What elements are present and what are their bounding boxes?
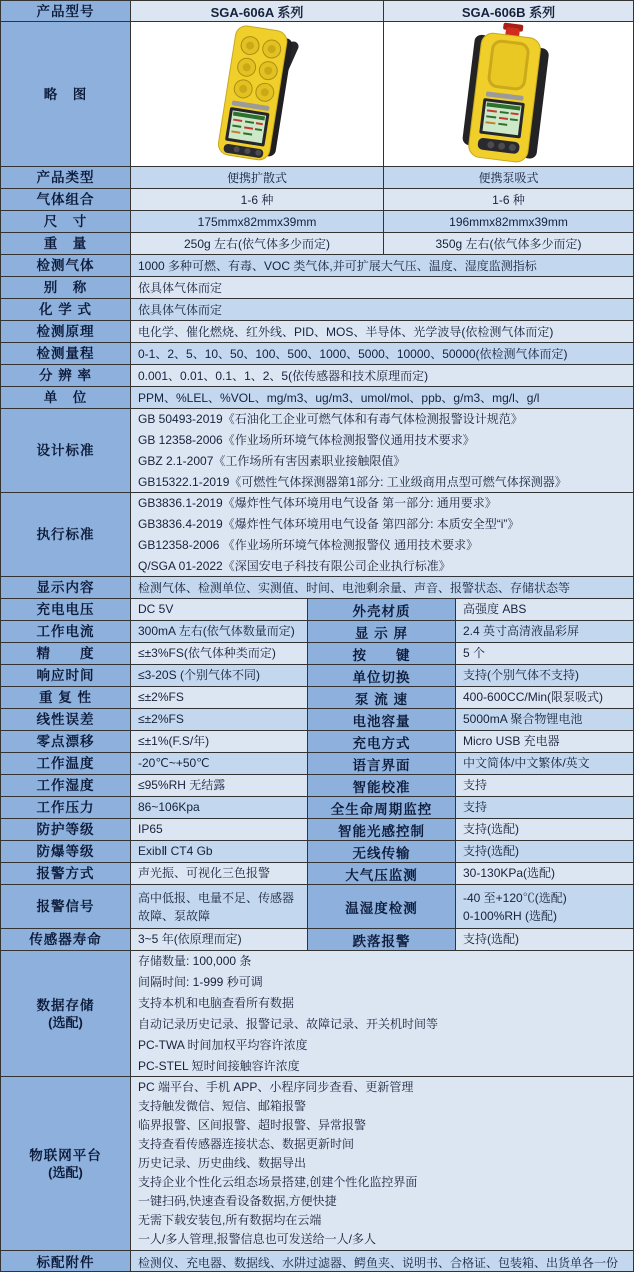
spec-value: 支持(选配): [463, 822, 519, 836]
row-sensor-life: [1, 929, 633, 951]
feature-line: PC-TWA 时间加权平均容许浓度: [138, 1037, 308, 1052]
row-chemical-formula: [1, 299, 633, 321]
row-working-temperature: [1, 753, 633, 775]
row-design-standards: [1, 409, 633, 493]
feature-line: PC-STEL 短时间接触容许浓度: [138, 1058, 300, 1073]
model-a-title: SGA-606A 系列: [131, 1, 384, 21]
spec-label-optional: (选配): [48, 1164, 83, 1180]
gas-detector-pump-image: [384, 22, 633, 166]
spec-label: 检测原理: [1, 321, 131, 342]
spec-value: 高中低报、电量不足、传感器故障、泵故障: [131, 885, 308, 928]
spec-value: 声光振、可视化三色报警: [131, 863, 308, 884]
spec-value: ≤3-20S (个别气体不同): [131, 665, 308, 686]
row-working-pressure: [1, 797, 633, 819]
spec-label: 尺 寸: [1, 211, 131, 232]
spec-value: ≤±3%FS(依气体种类而定): [131, 643, 308, 664]
spec-value: 检测气体、检测单位、实测值、时间、电池剩余量、声音、报警状态、存储状态等: [138, 581, 571, 595]
spec-value: 支持(选配): [463, 844, 519, 858]
spec-value: Micro USB 充电器: [463, 734, 560, 748]
row-alarm-mode: [1, 863, 633, 885]
spec-label: 按 键: [308, 643, 456, 664]
feature-line: PC 端平台、手机 APP、小程序同步查看、更新管理: [138, 1080, 414, 1094]
standard-line: GB3836.4-2019《爆炸性气体环境用电气设备 第四部分: 本质安全型“i”》: [138, 516, 520, 531]
row-repeatability: [1, 687, 633, 709]
spec-label: 温湿度检测: [308, 885, 456, 928]
row-zero-drift: [1, 731, 633, 753]
spec-value: 依具体气体而定: [138, 303, 223, 317]
standard-line: GB 50493-2019《石油化工企业可燃气体和有毒气体检测报警设计规范》: [138, 411, 523, 426]
spec-label: 大气压监测: [308, 863, 456, 884]
spec-label-optional: (选配): [48, 1014, 83, 1030]
device-a-image-cell: [131, 22, 384, 166]
spec-label: 跌落报警: [308, 929, 456, 950]
spec-label: 单位切换: [308, 665, 456, 686]
spec-label: 单 位: [1, 387, 131, 408]
spec-label: 精 度: [1, 643, 131, 664]
spec-label: 检测量程: [1, 343, 131, 364]
row-protection-rating: [1, 819, 633, 841]
spec-label: 线性误差: [1, 709, 131, 730]
spec-value: 支持(个别气体不支持): [463, 668, 579, 682]
spec-value: 0.001、0.01、0.1、1、2、5(依传感器和技术原理而定): [138, 369, 429, 383]
row-iot-platform: [1, 1077, 633, 1251]
spec-label: 重 量: [1, 233, 131, 254]
spec-label: 泵 流 速: [308, 687, 456, 708]
spec-value: PPM、%LEL、%VOL、mg/m3、ug/m3、umol/mol、ppb、g/m3、mg/l、g/l: [138, 391, 540, 405]
spec-label: 执行标准: [1, 493, 131, 576]
spec-label: 气体组合: [1, 189, 131, 210]
spec-label: 防爆等级: [1, 841, 131, 862]
feature-line: 一键扫码,快速查看设备数据,方便快捷: [138, 1194, 337, 1208]
spec-value-b: 196mmx82mmx39mm: [449, 214, 568, 229]
spec-value: 5 个: [463, 646, 486, 660]
feature-line: 支持企业个性化云组态场景搭建,创建个性化监控界面: [138, 1175, 418, 1189]
row-product-model: [1, 1, 633, 22]
spec-label: 传感器寿命: [1, 929, 131, 950]
spec-value: 5000mA 聚合物锂电池: [463, 712, 583, 726]
row-accessories: [1, 1251, 633, 1272]
spec-label: 产品类型: [1, 167, 131, 188]
feature-line: 无需下载安装包,所有数据均在云端: [138, 1213, 322, 1227]
spec-value: 支持(选配): [463, 932, 519, 946]
gas-detector-diffusion-image: [131, 22, 383, 166]
spec-value: 依具体气体而定: [138, 281, 223, 295]
standard-line: GB 12358-2006《作业场所环境气体检测报警仪通用技术要求》: [138, 432, 475, 447]
spec-label: 全生命周期监控: [308, 797, 456, 818]
spec-label: 检测气体: [1, 255, 131, 276]
row-data-storage: [1, 951, 633, 1077]
spec-label: 充电方式: [308, 731, 456, 752]
standard-line: GB3836.1-2019《爆炸性气体环境用电气设备 第一部分: 通用要求》: [138, 495, 497, 510]
spec-label: 报警信号: [1, 885, 131, 928]
spec-label-line: 数据存储: [36, 997, 95, 1013]
row-weight: [1, 233, 633, 255]
spec-value: DC 5V: [131, 599, 308, 620]
spec-label: 标配附件: [1, 1251, 131, 1272]
spec-value: ≤±1%(F.S/年): [131, 731, 308, 752]
spec-label: 充电电压: [1, 599, 131, 620]
spec-label: 化 学 式: [1, 299, 131, 320]
spec-label: 语言界面: [308, 753, 456, 774]
spec-label: [1, 951, 131, 1076]
spec-value: IP65: [131, 819, 308, 840]
row-resolution: [1, 365, 633, 387]
spec-value-a: 便携扩散式: [131, 167, 384, 188]
spec-value: ≤95%RH 无结露: [131, 775, 308, 796]
model-b-title: SGA-606B 系列: [461, 4, 556, 20]
spec-value: 300mA 左右(依气体数量而定): [131, 621, 308, 642]
row-detection-range: [1, 343, 633, 365]
spec-value: ExibⅡ CT4 Gb: [131, 841, 308, 862]
spec-value: 支持: [463, 778, 488, 792]
device-b-image-cell: [384, 22, 633, 166]
spec-label: 外壳材质: [308, 599, 456, 620]
spec-label: [1, 1077, 131, 1250]
spec-label: 防护等级: [1, 819, 131, 840]
spec-label: 工作压力: [1, 797, 131, 818]
spec-label: 工作温度: [1, 753, 131, 774]
spec-label: 工作电流: [1, 621, 131, 642]
standard-line: GB12358-2006 《作业场所环境气体检测报警仪 通用技术要求》: [138, 537, 479, 552]
iot-feature-list: [131, 1077, 633, 1250]
row-alias: [1, 277, 633, 299]
execution-standards-list: [131, 493, 633, 576]
spec-label: 智能光感控制: [308, 819, 456, 840]
spec-value-b: 1-6 种: [492, 193, 525, 207]
spec-label: 智能校准: [308, 775, 456, 796]
spec-label: 零点漂移: [1, 731, 131, 752]
spec-label: 报警方式: [1, 863, 131, 884]
row-explosion-proof-rating: [1, 841, 633, 863]
spec-value: 400-600CC/Min(限泵吸式): [463, 690, 604, 704]
row-response-time: [1, 665, 633, 687]
row-execution-standards: [1, 493, 633, 577]
feature-line: 支持触发微信、短信、邮箱报警: [138, 1099, 307, 1113]
feature-line: 一人/多人管理,报警信息也可发送给一人/多人: [138, 1232, 377, 1246]
row-working-current: [1, 621, 633, 643]
spec-label: 设计标准: [1, 409, 131, 492]
row-alarm-signal: [1, 885, 633, 929]
spec-value: 86~106Kpa: [131, 797, 308, 818]
sketch-label: 略 图: [1, 22, 131, 166]
standard-line: GBZ 2.1-2007《工作场所有害因素职业接触限值》: [138, 453, 406, 468]
row-detected-gas: [1, 255, 633, 277]
feature-line: 临界报警、区间报警、超时报警、异常报警: [138, 1118, 367, 1132]
spec-value-b: 350g 左右(依气体多少而定): [435, 237, 582, 251]
spec-value: 0-1、2、5、10、50、100、500、1000、5000、10000、50000(依检测气体而定): [138, 347, 568, 361]
row-units: [1, 387, 633, 409]
spec-label: 别 称: [1, 277, 131, 298]
feature-line: 支持本机和电脑查看所有数据: [138, 995, 295, 1010]
feature-line: 历史记录、历史曲线、数据导出: [138, 1156, 307, 1170]
row-gas-combination: [1, 189, 633, 211]
spec-value: 支持: [463, 800, 488, 814]
spec-value: 1000 多种可燃、有毒、VOC 类气体,并可扩展大气压、温度、湿度监测指标: [138, 259, 537, 273]
spec-value-a: 1-6 种: [131, 189, 384, 210]
spec-value-a: 250g 左右(依气体多少而定): [131, 233, 384, 254]
spec-label: 显 示 屏: [308, 621, 456, 642]
feature-line: 自动记录历史记录、报警记录、故障记录、开关机时间等: [138, 1016, 439, 1031]
row-product-type: [1, 167, 633, 189]
spec-value: 高强度 ABS: [463, 602, 527, 616]
product-model-label: 产品型号: [1, 1, 131, 21]
standard-line: GB15322.1-2019《可燃性气体探测器第1部分: 工业级商用点型可燃气体探测器》: [138, 474, 567, 489]
spec-value: 中文简体/中文繁体/英文: [463, 756, 590, 770]
spec-value: 3~5 年(依原理而定): [131, 929, 308, 950]
row-working-humidity: [1, 775, 633, 797]
data-storage-list: [131, 951, 633, 1076]
row-charge-voltage: [1, 599, 633, 621]
row-linearity-error: [1, 709, 633, 731]
spec-value-b: 便携泵吸式: [478, 171, 539, 185]
spec-value-line: 0-100%RH (选配): [463, 908, 558, 923]
spec-value: ≤±2%FS: [131, 687, 308, 708]
spec-label-line: 物联网平台: [29, 1147, 102, 1163]
feature-line: 存储数量: 100,000 条: [138, 953, 252, 968]
spec-label: 响应时间: [1, 665, 131, 686]
row-sketch: [1, 22, 633, 167]
spec-value: [456, 885, 633, 928]
spec-label: 工作湿度: [1, 775, 131, 796]
row-size: [1, 211, 633, 233]
standard-line: Q/SGA 01-2022《深国安电子科技有限公司企业执行标准》: [138, 558, 451, 573]
spec-label: 无线传输: [308, 841, 456, 862]
feature-line: 支持查看传感器连接状态、数据更新时间: [138, 1137, 355, 1151]
spec-label: 电池容量: [308, 709, 456, 730]
spec-value: -20℃~+50℃: [131, 753, 308, 774]
spec-value-line: -40 至+120℃(选配): [463, 890, 567, 905]
row-detection-principle: [1, 321, 633, 343]
spec-label: 显示内容: [1, 577, 131, 598]
row-accuracy: [1, 643, 633, 665]
spec-label: 重 复 性: [1, 687, 131, 708]
spec-value: ≤±2%FS: [131, 709, 308, 730]
spec-value: 检测仪、充电器、数据线、水阱过滤器、鳄鱼夹、说明书、合格证、包装箱、出货单各一份: [138, 1255, 619, 1270]
row-display-content: [1, 577, 633, 599]
spec-value: 2.4 英寸高清液晶彩屏: [463, 624, 580, 638]
design-standards-list: [131, 409, 633, 492]
spec-label: 分 辨 率: [1, 365, 131, 386]
spec-value: 电化学、催化燃烧、红外线、PID、MOS、半导体、光学波导(依检测气体而定): [138, 325, 554, 339]
spec-value: 30-130KPa(选配): [463, 866, 556, 880]
spec-value-a: 175mmx82mmx39mm: [131, 211, 384, 232]
feature-line: 间隔时间: 1-999 秒可调: [138, 974, 263, 989]
